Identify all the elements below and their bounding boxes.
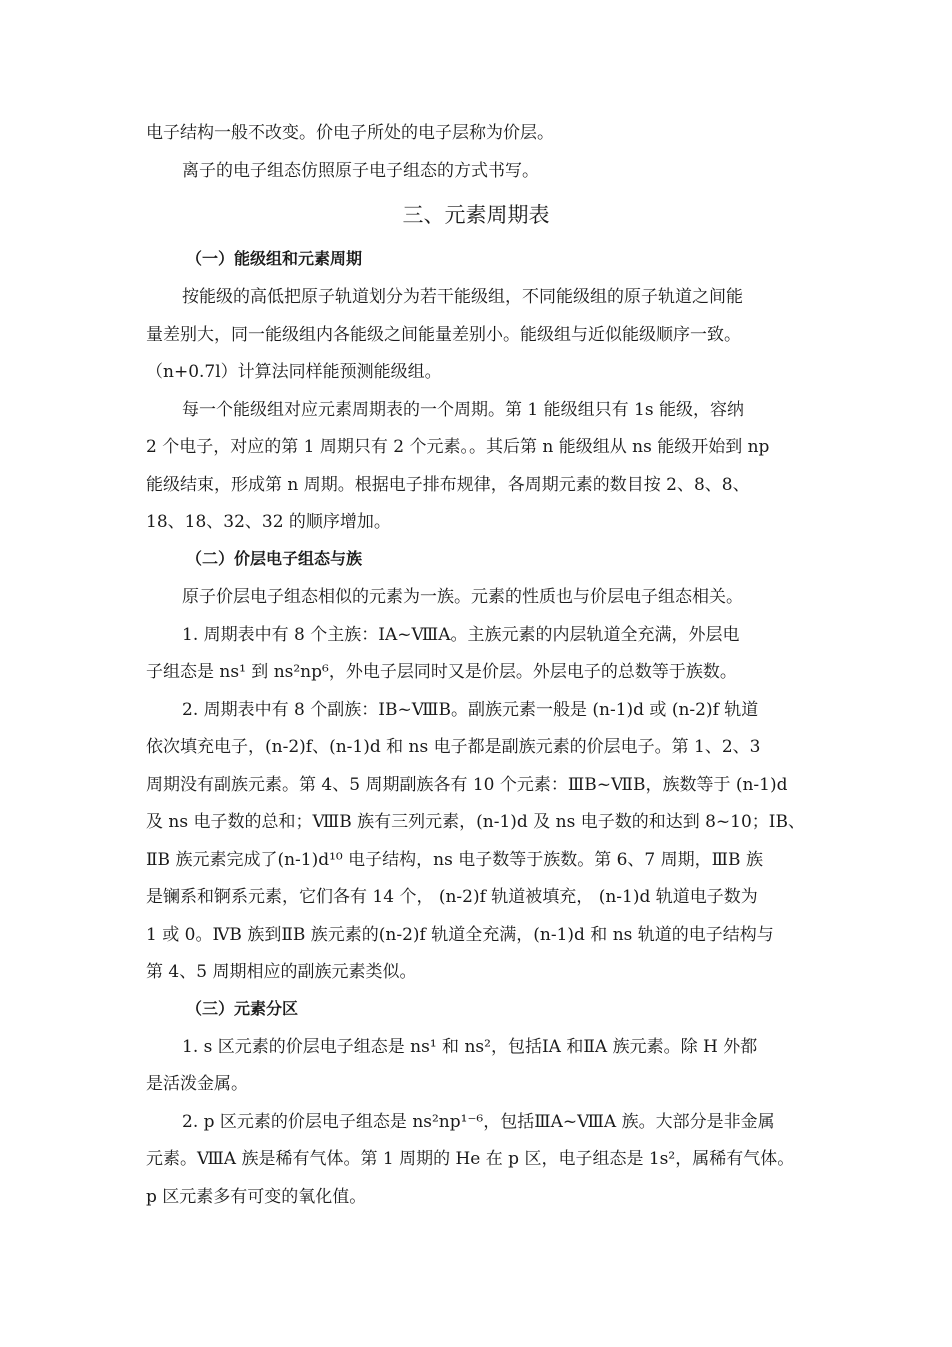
body-text-line: （n+0.7l）计算法同样能预测能级组。 (146, 362, 442, 382)
body-text-line: 1 或 0。ⅣB 族到ⅡB 族元素的(n-2)f 轨道全充满，(n-1)d 和 ns 轨道的电子结构与 (146, 925, 774, 945)
section-title: 三、元素周期表 (402, 203, 550, 227)
body-text-line: 元素。ⅧA 族是稀有气体。第 1 周期的 He 在 p 区，电子组态是 1s²，属稀有气体。 (146, 1149, 795, 1169)
body-text-line: p 区元素多有可变的氧化值。 (146, 1187, 367, 1207)
body-text-line: 依次填充电子，(n-2)f、(n-1)d 和 ns 电子都是副族元素的价层电子。第 1、2、3 (146, 737, 761, 757)
body-text-line: 子组态是 ns¹ 到 ns²np⁶，外电子层同时又是价层。外层电子的总数等于族数。 (146, 662, 737, 682)
subsection-heading: （一）能级组和元素周期 (186, 249, 363, 268)
body-text-line: 按能级的高低把原子轨道划分为若干能级组，不同能级组的原子轨道之间能 (182, 287, 743, 307)
subsection-heading: （三）元素分区 (186, 999, 299, 1018)
body-text-line: 离子的电子组态仿照原子电子组态的方式书写。 (182, 161, 539, 181)
body-text-line: 及 ns 电子数的总和；ⅧB 族有三列元素，(n-1)d 及 ns 电子数的和达到 8~10；ⅠB、 (146, 812, 805, 832)
body-text-line: 2. 周期表中有 8 个副族：ⅠB~ⅧB。副族元素一般是 (n-1)d 或 (n-2)f 轨道 (182, 700, 759, 720)
body-text-line: 能级结束，形成第 n 周期。根据电子排布规律，各周期元素的数目按 2、8、8、 (146, 475, 750, 495)
body-text-line: 每一个能级组对应元素周期表的一个周期。第 1 能级组只有 1s 能级，容纳 (182, 400, 744, 420)
body-text-line: 1. 周期表中有 8 个主族：ⅠA~ⅧA。主族元素的内层轨道全充满，外层电 (182, 625, 740, 645)
body-text-line: ⅡB 族元素完成了(n-1)d¹⁰ 电子结构，ns 电子数等于族数。第 6、7 周期，ⅢB 族 (146, 850, 763, 870)
body-text-line: 量差别大，同一能级组内各能级之间能量差别小。能级组与近似能级顺序一致。 (146, 325, 741, 345)
body-text-line: 第 4、5 周期相应的副族元素类似。 (146, 962, 417, 982)
body-text-line: 1. s 区元素的价层电子组态是 ns¹ 和 ns²，包括ⅠA 和ⅡA 族元素。除 H 外都 (182, 1037, 758, 1057)
body-text-line: 周期没有副族元素。第 4、5 周期副族各有 10 个元素：ⅢB~ⅦB，族数等于 (n-1)d (146, 775, 788, 795)
body-text-line: 是镧系和锕系元素，它们各有 14 个， (n-2)f 轨道被填充， (n-1)d 轨道电子数为 (146, 887, 758, 907)
body-text-line: 18、18、32、32 的顺序增加。 (146, 512, 391, 532)
body-text-line: 2. p 区元素的价层电子组态是 ns²np¹⁻⁶，包括ⅢA~ⅧA 族。大部分是非金属 (182, 1112, 775, 1132)
body-text-line: 是活泼金属。 (146, 1074, 248, 1094)
body-text-line: 原子价层电子组态相似的元素为一族。元素的性质也与价层电子组态相关。 (182, 587, 743, 607)
body-text-line: 2 个电子，对应的第 1 周期只有 2 个元素。。其后第 n 能级组从 ns 能级开始到 np (146, 437, 770, 457)
subsection-heading: （二）价层电子组态与族 (186, 549, 363, 568)
body-text-line: 电子结构一般不改变。价电子所处的电子层称为价层。 (146, 123, 554, 143)
